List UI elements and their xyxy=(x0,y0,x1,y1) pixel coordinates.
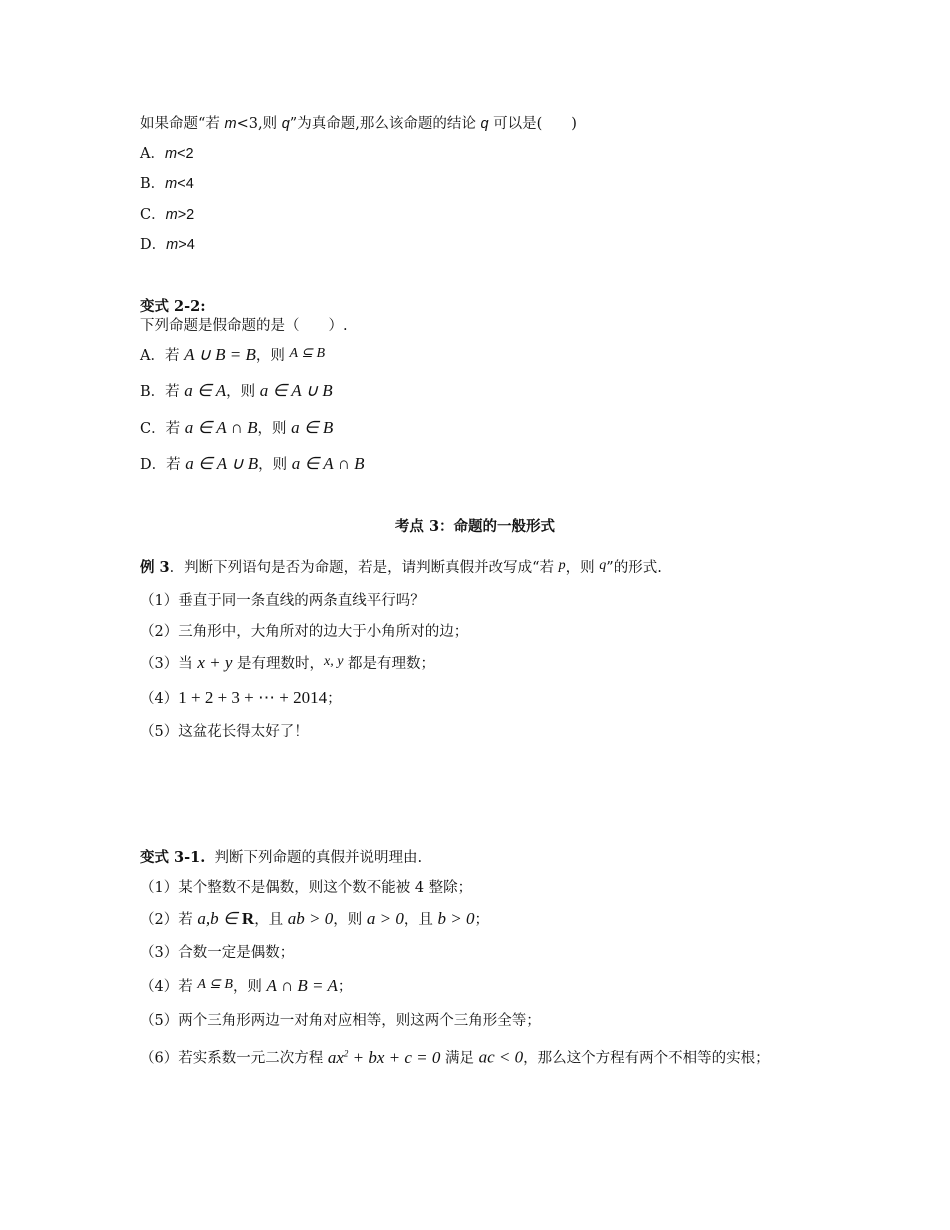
item-text: ，则 xyxy=(333,912,367,928)
option-text: ，则 xyxy=(255,348,290,364)
option-text: ，则 xyxy=(258,457,292,473)
q1-option-c xyxy=(140,205,194,225)
item-math: ab > 0 xyxy=(287,909,334,928)
example-var-q: q xyxy=(599,558,607,573)
section-heading: 考点 3：命题的一般形式 xyxy=(394,518,556,535)
item-text: ； xyxy=(337,979,353,995)
example-text: ．判断下列语句是否为命题，若是，请判断真假并改写成“若 xyxy=(169,560,559,576)
example-3-stem xyxy=(140,558,662,579)
item-text: ； xyxy=(327,691,342,707)
option-letter: A．若 xyxy=(140,348,185,364)
option-conclusion: A ⊆ B xyxy=(289,346,326,361)
v22-stem: 下列命题是假命题的是（ ）. xyxy=(140,318,348,334)
q1-var-q: q xyxy=(480,116,489,132)
item-text: 都是有理数； xyxy=(343,656,436,672)
option-conclusion: a ∈ B xyxy=(291,418,334,437)
real-numbers-symbol: R xyxy=(241,909,255,928)
v31-item-2 xyxy=(140,909,489,930)
option-text: ，则 xyxy=(226,384,260,400)
v31-item-6 xyxy=(140,1036,800,1076)
v31-item-4 xyxy=(140,976,352,998)
option-letter: D． xyxy=(140,237,167,253)
q1-option-d xyxy=(140,235,195,255)
option-var: m xyxy=(165,176,178,192)
option-text: ，则 xyxy=(257,421,292,437)
option-var: m xyxy=(164,146,178,162)
item-text: （3）当 xyxy=(140,656,198,672)
option-conclusion: a ∈ A ∪ B xyxy=(259,381,333,400)
v31-item-1: （1）某个整数不是偶数，则这个数不能被 4 整除； xyxy=(140,880,473,896)
q1-option-b xyxy=(140,174,194,194)
option-condition: a ∈ A ∪ B xyxy=(185,454,259,473)
example-text: ”的形式. xyxy=(606,560,662,576)
item-math: ac < 0 xyxy=(478,1047,524,1067)
option-value: <4 xyxy=(177,176,194,192)
option-value: <2 xyxy=(177,146,194,162)
item-text: （6）若实系数一元二次方程 xyxy=(140,1050,328,1067)
q1-var-m: m xyxy=(224,116,237,132)
item-text: 是有理数时， xyxy=(232,656,325,672)
option-conclusion: a ∈ A ∩ B xyxy=(291,454,365,473)
v22-option-a xyxy=(140,345,325,367)
item-text: 满足 xyxy=(440,1050,479,1067)
option-condition: a ∈ A ∩ B xyxy=(184,418,258,437)
item-math: + bx + c = 0 xyxy=(348,1047,441,1067)
item-text: ，那么这个方程有两个不相等的实根； xyxy=(523,1050,770,1067)
q1-stem-text: 可以是( ) xyxy=(488,116,577,132)
v31-item-5: （5）两个三角形两边一对角对应相等，则这两个三角形全等； xyxy=(140,1013,541,1029)
example-3-item-2: （2）三角形中，大角所对的边大于小角所对的边； xyxy=(140,624,469,640)
option-value: >4 xyxy=(178,237,195,253)
option-letter: C．若 xyxy=(140,421,185,437)
item-math: ax xyxy=(327,1047,344,1067)
item-text: （4）若 xyxy=(140,979,198,995)
option-letter: B．若 xyxy=(140,384,185,400)
example-3-item-3 xyxy=(140,653,435,675)
v22-option-b xyxy=(140,381,333,402)
item-math: A ∩ B = A xyxy=(266,976,338,995)
item-math: b > 0 xyxy=(437,909,475,928)
item-text: ，则 xyxy=(232,979,267,995)
item-math: 1 + 2 + 3 + ⋯ + 2014 xyxy=(178,688,328,707)
option-condition: A ∪ B = B xyxy=(184,345,256,364)
option-value: >2 xyxy=(177,207,195,223)
example-var-p: p xyxy=(558,558,566,573)
v31-stem xyxy=(140,848,422,868)
example-3-item-1: （1）垂直于同一条直线的两条直线平行吗？ xyxy=(140,593,425,609)
q1-stem xyxy=(140,114,577,134)
item-text: （4） xyxy=(140,691,179,707)
item-text: ； xyxy=(474,912,489,928)
v22-title: 变式 2-2: xyxy=(140,298,206,315)
example-text: ，则 xyxy=(565,560,600,576)
q1-stem-text: ”为真命题,那么该命题的结论 xyxy=(289,116,481,132)
item-math: a,b ∈ xyxy=(197,909,242,928)
variant-text: 判断下列命题的真假并说明理由. xyxy=(214,850,423,866)
item-math: x + y xyxy=(197,653,233,672)
variant-label: 变式 3-1. xyxy=(140,849,206,866)
item-math: A ⊆ B xyxy=(197,977,233,992)
option-letter: A． xyxy=(140,146,165,162)
option-condition: a ∈ A xyxy=(184,381,227,400)
option-letter: C． xyxy=(140,207,166,223)
q1-var-q: q xyxy=(281,116,290,132)
v22-option-c xyxy=(140,418,333,439)
option-var: m xyxy=(166,237,179,253)
example-label: 例 3 xyxy=(140,559,170,576)
item-math: a > 0 xyxy=(366,909,404,928)
item-math-exponent: 2 xyxy=(343,1048,349,1058)
q1-option-a xyxy=(140,144,194,164)
q1-stem-text: 如果命题“若 xyxy=(140,116,225,132)
example-3-item-4 xyxy=(140,688,342,709)
item-math: x, y xyxy=(324,654,344,669)
item-text: ，且 xyxy=(403,912,438,928)
option-var: m xyxy=(165,207,178,223)
v22-option-d xyxy=(140,454,365,475)
q1-stem-text: <3,则 xyxy=(236,116,282,132)
example-3-item-5: （5）这盆花长得太好了！ xyxy=(140,724,309,740)
item-text: ，且 xyxy=(254,912,288,928)
item-text: （2）若 xyxy=(140,912,198,928)
option-letter: D．若 xyxy=(140,457,186,473)
v31-item-3: （3）合数一定是偶数； xyxy=(140,945,295,961)
option-letter: B． xyxy=(140,176,166,192)
